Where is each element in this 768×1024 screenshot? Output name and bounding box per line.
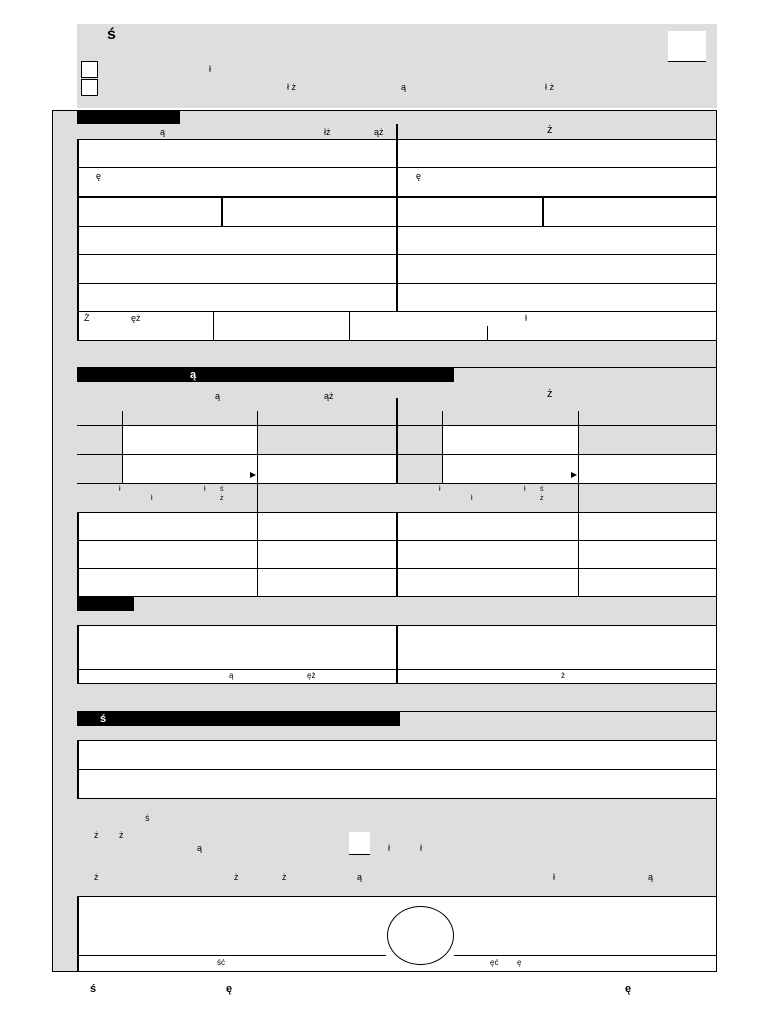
- s2-row-5[interactable]: [77, 569, 716, 597]
- s1-row2-left-label: ę: [96, 171, 102, 181]
- decl-line3-glyph-2: ż: [234, 872, 239, 882]
- s1-row-3[interactable]: [77, 197, 716, 227]
- s3-spacer-row: [77, 684, 716, 712]
- s2-label-right-2: ł: [524, 486, 526, 493]
- decl-input-box[interactable]: [349, 832, 370, 855]
- s2-left-head-1: ą: [215, 391, 221, 401]
- stamp-circle: [387, 906, 454, 965]
- sign-right-label-2: ę: [517, 958, 522, 967]
- s2-right-head: ż: [547, 388, 553, 400]
- s2-row2-right-arrow-icon[interactable]: [571, 472, 577, 478]
- decl-line2-glyph-2: ż: [119, 830, 124, 840]
- s1-left-head-2: łż: [324, 127, 331, 137]
- s3-foot-left-1: ą: [229, 671, 234, 680]
- s4-row-1[interactable]: [77, 741, 716, 770]
- s2-row1-right-gray-b: [579, 426, 716, 454]
- decl-line2-glyph-1: ż: [94, 830, 99, 840]
- section4-title-bar: [77, 712, 400, 726]
- s2-label-right-4: ł: [471, 495, 473, 502]
- form-title: ś: [107, 26, 116, 43]
- s2-label-left-2: ł: [204, 486, 206, 493]
- section3-header: [77, 597, 716, 626]
- s2-label-row-tick-b: [578, 484, 579, 512]
- option-checkbox-1[interactable]: [81, 61, 98, 78]
- footer-glyph-3: ę: [625, 983, 632, 995]
- s3-foot-row: [77, 670, 716, 684]
- s1-row-2[interactable]: [77, 168, 716, 197]
- s1-right-head: ż: [547, 124, 553, 136]
- s2-row1-left-gray-a: [77, 426, 122, 454]
- s2-left-head-2: ąż: [324, 391, 334, 401]
- option-label-2c: ł ż: [545, 82, 554, 92]
- s4-row-2[interactable]: [77, 770, 716, 799]
- s2-row2-left-arrow-icon[interactable]: [250, 472, 256, 478]
- sign-left-label: ść: [217, 958, 225, 967]
- s3-entry-row[interactable]: [77, 626, 716, 670]
- s2-label-left-3: ś: [220, 486, 224, 493]
- option-label-2b: ą: [401, 82, 407, 92]
- s2-label-row-tick-a: [257, 484, 258, 512]
- s2-label-row: [77, 484, 716, 513]
- section3-title-bar: [77, 597, 134, 611]
- decl-line2-glyph-3: ą: [197, 843, 203, 853]
- signature-line-right[interactable]: [454, 955, 716, 956]
- s1-row-1[interactable]: [77, 139, 716, 168]
- option-checkbox-2[interactable]: [81, 79, 98, 96]
- s1-row7-label-2: ęż: [131, 313, 141, 323]
- decl-line3-glyph-3: ż: [282, 872, 287, 882]
- s1-row-4[interactable]: [77, 226, 716, 255]
- s2-row2-right-gray-a: [398, 455, 442, 483]
- s1-row3-split-left: [221, 197, 223, 226]
- option-label-2a: ł ż: [287, 82, 296, 92]
- s1-row7-split-2: [349, 312, 350, 340]
- section4-title-label: ś: [100, 713, 107, 725]
- s2-row1-right-gray-a: [398, 426, 442, 454]
- section1-title-bar: [77, 111, 180, 124]
- s2-label-right-1: ł: [439, 486, 441, 493]
- section2-title-label: ą: [190, 369, 197, 381]
- s1-row3-split-right: [542, 197, 544, 226]
- option-label-1: ł: [209, 64, 211, 74]
- s2-row-4[interactable]: [77, 541, 716, 569]
- footer-glyph-1: ś: [90, 983, 97, 995]
- s2-row-3[interactable]: [77, 513, 716, 541]
- s1-row-7[interactable]: [77, 312, 716, 341]
- s2-label-right-3: ś: [540, 486, 544, 493]
- decl-line2-glyph-5: ł: [420, 843, 422, 853]
- decl-line3-glyph-6: ą: [648, 872, 654, 882]
- decl-line3-glyph-5: ł: [553, 872, 555, 882]
- signature-line-left[interactable]: [77, 955, 386, 956]
- form-header: [77, 24, 717, 108]
- s1-row7-label-3: ł: [525, 313, 527, 323]
- s1-spacer-row: [77, 341, 716, 368]
- declaration-block: [77, 799, 716, 897]
- decl-line3-glyph-1: ż: [94, 872, 99, 882]
- s2-label-right-5: ż: [540, 495, 544, 502]
- s2-label-left-1: ł: [119, 486, 121, 493]
- s2-label-left-4: ł: [151, 495, 153, 502]
- s1-left-head-1: ą: [160, 127, 166, 137]
- s1-row-6[interactable]: [77, 284, 716, 312]
- s3-foot-left-2: ęż: [307, 671, 316, 680]
- section2-title-bar: [77, 368, 454, 382]
- s1-left-head-3: ąż: [374, 127, 384, 137]
- sign-right-label-1: ęć: [490, 958, 499, 967]
- s1-row-5[interactable]: [77, 255, 716, 284]
- s2-label-left-5: ż: [220, 495, 224, 502]
- s3-foot-right: ż: [561, 671, 565, 680]
- s1-row7-label-1: Ż: [84, 313, 90, 323]
- left-margin-strip: [52, 110, 79, 972]
- decl-line3-glyph-4: ą: [357, 872, 363, 882]
- form-code-box[interactable]: [668, 31, 706, 62]
- s2-row1-left-gray-b: [258, 426, 396, 454]
- s2-row-2[interactable]: [77, 455, 716, 484]
- decl-line1-glyph: ś: [145, 813, 150, 823]
- decl-line2-glyph-4: ł: [388, 843, 390, 853]
- footer-glyph-2: ę: [226, 983, 233, 995]
- s1-row2-right-label: ę: [416, 171, 422, 181]
- s1-row7-split-1: [213, 312, 214, 340]
- s2-row2-left-gray-a: [77, 455, 122, 483]
- s1-row7-tick: [487, 326, 488, 340]
